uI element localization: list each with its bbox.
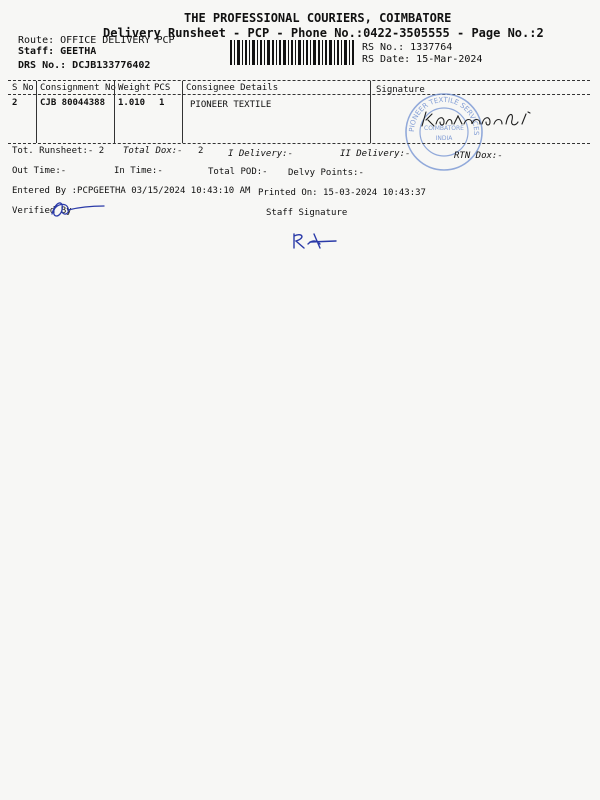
col-header-weight: Weight (118, 83, 151, 93)
col-divider (182, 81, 183, 143)
total-runsheet: Tot. Runsheet:- 2 (12, 146, 105, 156)
col-divider (36, 81, 37, 143)
staff-label: Staff: GEETHA (18, 46, 97, 57)
col-header-consignee: Consignee Details (186, 83, 279, 93)
table-header-rule (8, 94, 590, 95)
out-time: Out Time:- (12, 166, 67, 176)
total-pod: Total POD:- (208, 167, 268, 177)
row-sno: 2 (12, 98, 18, 108)
row-pcs: 1 (159, 98, 165, 108)
rs-number: RS No.: 1337764 (362, 42, 453, 53)
delivery-points: Delvy Points:- (288, 168, 364, 178)
barcode (230, 40, 356, 65)
in-time: In Time:- (114, 166, 163, 176)
rtn-dox: RTN Dox:- (454, 151, 503, 161)
verified-by: Verified By (12, 206, 72, 216)
col-header-sno: S No (12, 83, 34, 93)
table-top-rule (8, 80, 590, 81)
stamp-country: INDIA (435, 135, 453, 142)
row-weight: 1.010 (118, 98, 146, 108)
staff-signature-label: Staff Signature (266, 208, 348, 218)
company-name: THE PROFESSIONAL COURIERS, COIMBATORE (184, 11, 452, 25)
receiver-signature (418, 108, 540, 132)
col-divider (370, 81, 371, 143)
runsheet-title: Delivery Runsheet - PCP - Phone No.:0422-3505555 - Page No.:2 (103, 26, 544, 40)
second-delivery: II Delivery:- (340, 149, 411, 159)
stamp-ring-text: PIONEER TEXTILE SERVICES (407, 95, 481, 136)
table-bottom-rule (8, 143, 590, 144)
first-delivery: I Delivery:- (228, 149, 294, 159)
row-consignee: PIONEER TEXTILE (190, 100, 272, 110)
company-stamp (402, 90, 486, 174)
stamp-city: COIMBATORE (424, 125, 464, 132)
staff-signature (290, 230, 342, 252)
row-consignment: CJB 80044388 (40, 98, 106, 108)
rs-date: RS Date: 15-Mar-2024 (362, 54, 483, 65)
total-dox-label: Total Dox:- (123, 146, 183, 156)
col-divider (114, 81, 115, 143)
drs-number: DRS No.: DCJB133776402 (18, 60, 151, 71)
col-header-signature: Signature (376, 85, 425, 95)
entered-by: Entered By :PCPGEETHA 03/15/2024 10:43:10 AM (12, 186, 251, 196)
col-header-pcs: PCS (154, 83, 171, 93)
total-dox-value: 2 (198, 146, 204, 156)
verifier-signature (46, 196, 108, 222)
col-header-consignment: Consignment No (40, 83, 116, 93)
printed-on: Printed On: 15-03-2024 10:43:37 (258, 188, 426, 198)
route-label: Route: OFFICE DELIVERY PCP (18, 35, 175, 46)
